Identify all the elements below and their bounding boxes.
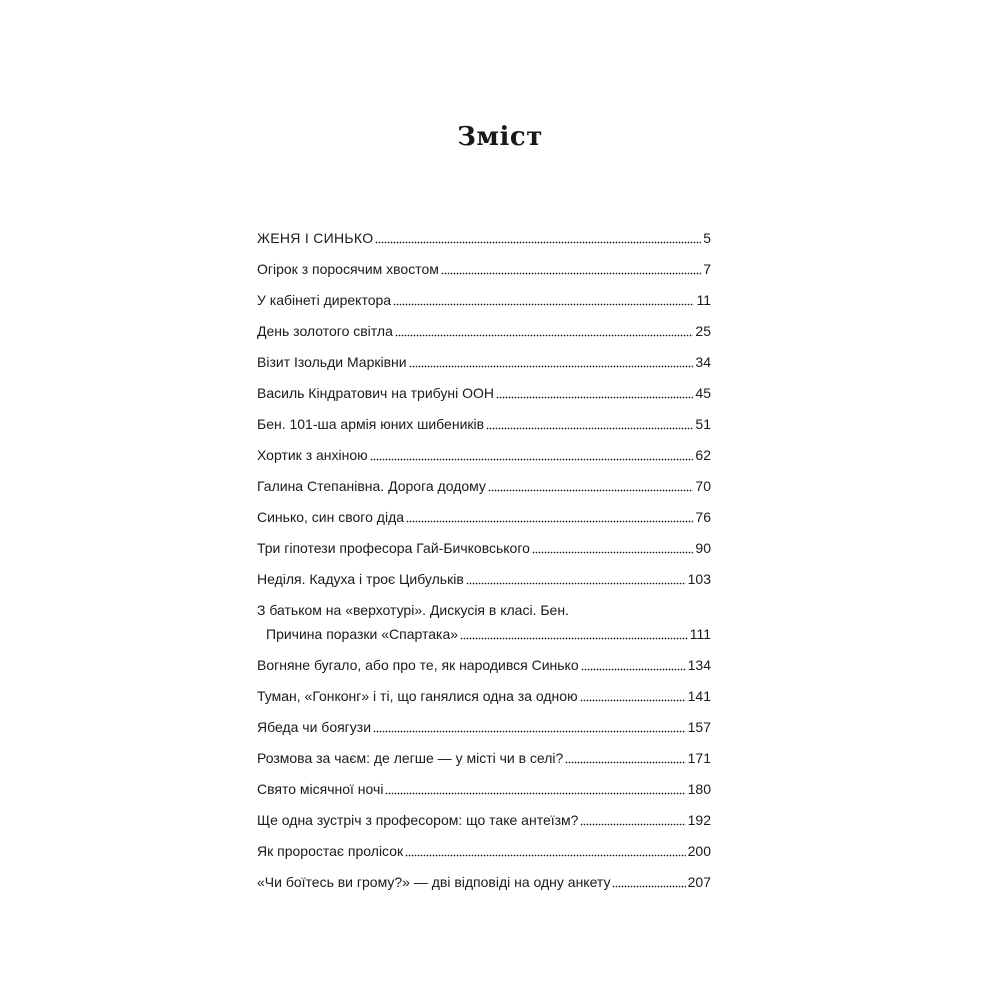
dot-leader bbox=[406, 520, 693, 523]
toc-entry-title: Вогняне бугало, або про те, як народився Синько bbox=[257, 657, 579, 673]
dot-leader bbox=[385, 792, 685, 795]
toc-entry bbox=[257, 536, 711, 560]
dot-leader bbox=[373, 730, 686, 733]
toc-entry-title: Розмова за чаєм: де легше — у місті чи в селі? bbox=[257, 750, 564, 766]
toc-entry-title: Три гіпотези професора Гай-Бичковського bbox=[257, 540, 530, 556]
toc-entry-title: Синько, син свого діда bbox=[257, 509, 405, 525]
toc-entry-page: 180 bbox=[687, 781, 711, 797]
dot-leader bbox=[581, 668, 686, 671]
toc-entry-title: Галина Степанівна. Дорога додому bbox=[257, 478, 486, 494]
dot-leader bbox=[405, 854, 686, 857]
toc-entry-title: Ще одна зустріч з професором: що таке антеїзм? bbox=[257, 812, 579, 828]
toc-entry-page: 207 bbox=[687, 874, 711, 890]
toc-entry-page: 70 bbox=[695, 478, 711, 494]
toc-entry-title: Як проростає пролісок bbox=[257, 843, 404, 859]
dot-leader bbox=[488, 489, 693, 492]
toc-entry bbox=[257, 777, 711, 801]
toc-entry bbox=[257, 653, 711, 677]
toc-entry bbox=[257, 808, 711, 832]
toc-entry-page: 90 bbox=[695, 540, 711, 556]
toc-entry-page: 171 bbox=[687, 750, 711, 766]
toc-entry-title: З батьком на «верхотурі». Дискусія в класі. Бен. bbox=[257, 602, 569, 618]
toc-entry bbox=[257, 839, 711, 863]
toc-entry-page: 76 bbox=[695, 509, 711, 525]
dot-leader bbox=[393, 303, 694, 306]
toc-entry bbox=[257, 870, 711, 894]
page-title: Зміст bbox=[457, 122, 543, 152]
toc-entry-title: «Чи боїтесь ви грому?» — дві відповіді на одну анкету bbox=[257, 874, 611, 890]
toc-entry-title: Візит Ізольди Марківни bbox=[257, 354, 407, 370]
toc-entry bbox=[257, 412, 711, 436]
toc-entry-page: 141 bbox=[687, 688, 711, 704]
toc-entry-title: Ябеда чи боягузи bbox=[257, 719, 372, 735]
toc-entry bbox=[257, 350, 711, 374]
toc-entry-page: 7 bbox=[703, 261, 711, 277]
toc-entry-title: ЖЕНЯ І СИНЬКО bbox=[257, 230, 374, 246]
table-of-contents bbox=[257, 226, 711, 901]
toc-entry bbox=[257, 746, 711, 770]
toc-entry-page: 103 bbox=[687, 571, 711, 587]
toc-entry-title: Туман, «Гонконг» і ті, що ганялися одна за одною bbox=[257, 688, 578, 704]
dot-leader bbox=[580, 823, 685, 826]
dot-leader bbox=[466, 582, 686, 585]
toc-entry-page: 62 bbox=[695, 447, 711, 463]
toc-entry-title: Хортик з анхіною bbox=[257, 447, 368, 463]
dot-leader bbox=[565, 761, 685, 764]
dot-leader bbox=[612, 885, 685, 888]
toc-entry bbox=[257, 598, 711, 646]
dot-leader bbox=[395, 334, 694, 337]
toc-entry-title: Василь Кіндратович на трибуні ООН bbox=[257, 385, 494, 401]
dot-leader bbox=[370, 458, 694, 461]
toc-entry bbox=[257, 567, 711, 591]
toc-entry-page: 51 bbox=[695, 416, 711, 432]
toc-entry-page: 34 bbox=[695, 354, 711, 370]
dot-leader bbox=[486, 427, 693, 430]
toc-entry bbox=[257, 381, 711, 405]
toc-entry-title: Бен. 101-ша армія юних шибеників bbox=[257, 416, 485, 432]
toc-entry-title: У кабінеті директора bbox=[257, 292, 392, 308]
toc-entry bbox=[257, 505, 711, 529]
toc-entry bbox=[257, 319, 711, 343]
dot-leader bbox=[580, 699, 686, 702]
toc-entry-title: Огірок з поросячим хвостом bbox=[257, 261, 439, 277]
toc-entry-page: 25 bbox=[695, 323, 711, 339]
toc-entry-page: 111 bbox=[689, 626, 711, 642]
toc-entry bbox=[257, 257, 711, 281]
toc-entry-title: День золотого світла bbox=[257, 323, 393, 339]
toc-entry-title-continuation: Причина поразки «Спартака» bbox=[266, 626, 459, 642]
toc-entry bbox=[257, 226, 711, 250]
toc-entry-page: 5 bbox=[703, 230, 711, 246]
dot-leader bbox=[375, 241, 701, 244]
toc-entry-title: Свято місячної ночі bbox=[257, 781, 384, 797]
toc-entry-page: 134 bbox=[687, 657, 711, 673]
toc-entry-page: 11 bbox=[696, 292, 711, 308]
toc-entry bbox=[257, 715, 711, 739]
toc-entry-page: 192 bbox=[687, 812, 711, 828]
toc-entry-title: Неділя. Кадуха і троє Цибульків bbox=[257, 571, 464, 587]
dot-leader bbox=[532, 551, 693, 554]
toc-entry bbox=[257, 684, 711, 708]
toc-entry bbox=[257, 288, 711, 312]
toc-entry-page: 157 bbox=[687, 719, 711, 735]
dot-leader bbox=[441, 272, 701, 275]
toc-entry bbox=[257, 474, 711, 498]
dot-leader bbox=[496, 396, 693, 399]
dot-leader bbox=[409, 365, 694, 368]
toc-entry bbox=[257, 443, 711, 467]
toc-entry-page: 200 bbox=[687, 843, 711, 859]
toc-entry-page: 45 bbox=[695, 385, 711, 401]
dot-leader bbox=[460, 637, 688, 640]
